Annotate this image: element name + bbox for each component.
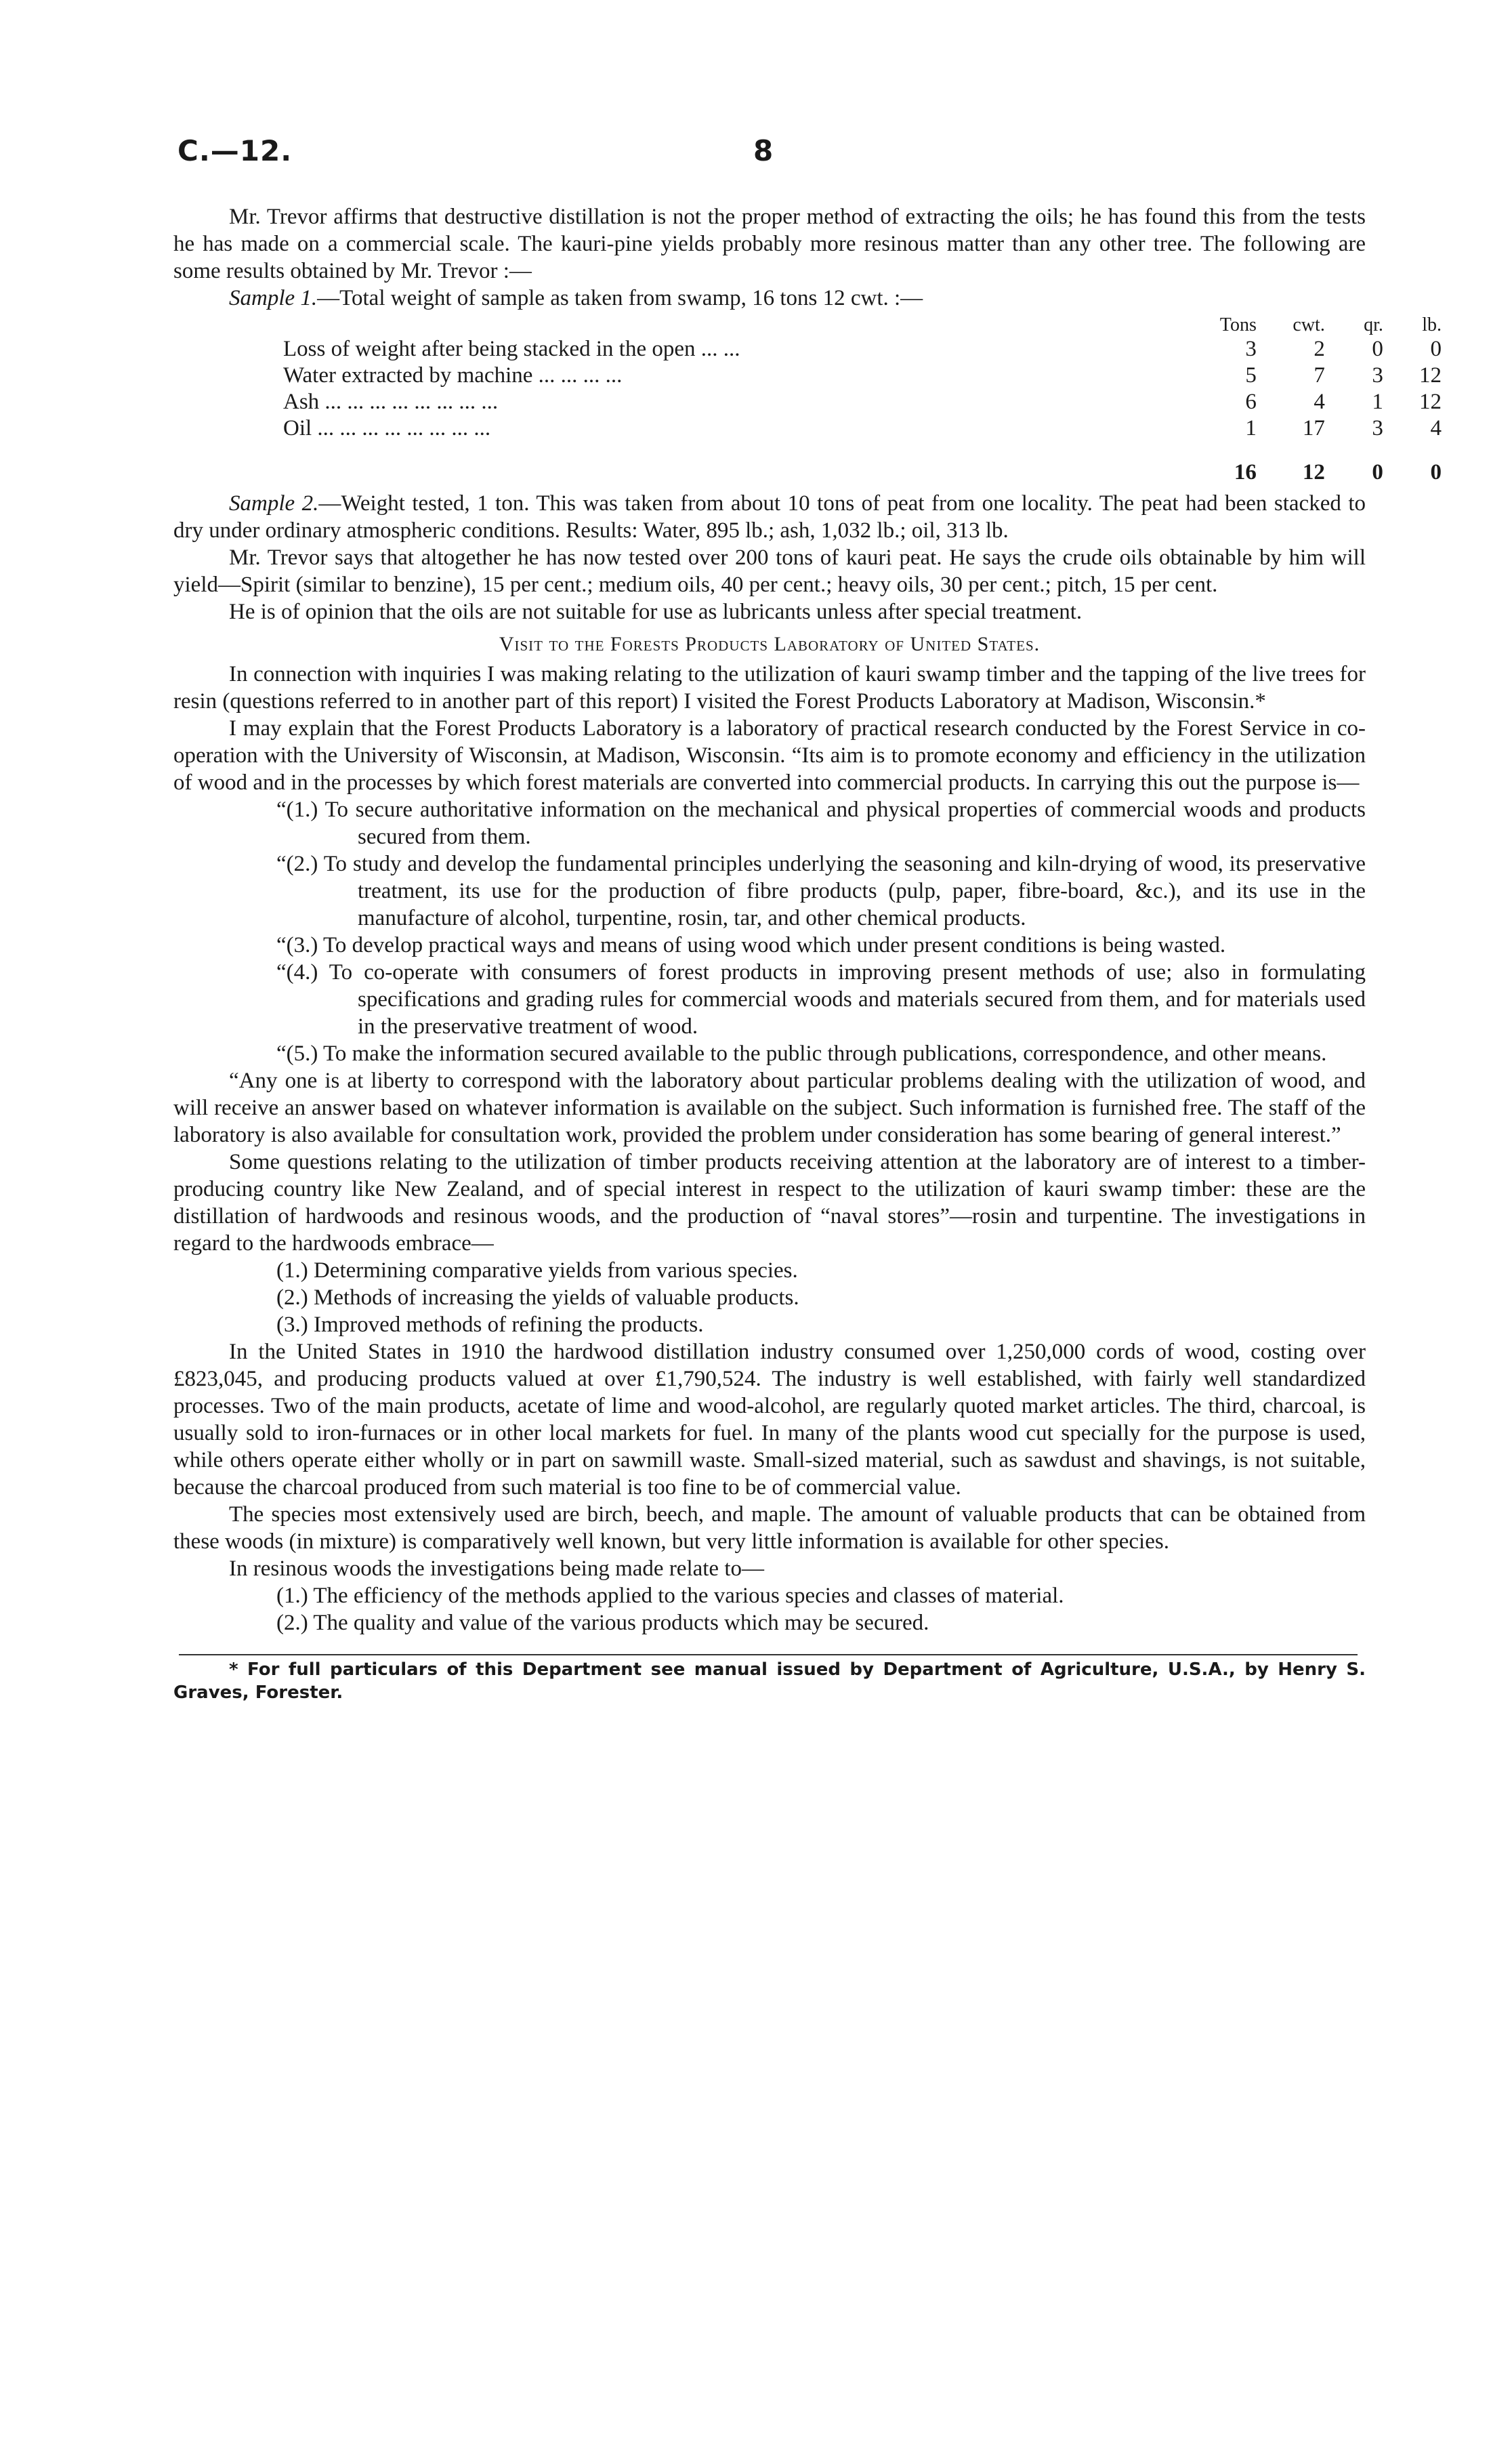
questions-paragraph: Some questions relating to the utilization of timber products receiving attention at the laboratory are of interest to a timber-producing country like New Zealand, and of special interest in respect to the utilization of kauri swamp timber: these are the distillation of hardwoods and resinous woods, and the production of “naval stores”—rosin and turpentine. The investigations in regard to the hardwoods embrace—: [173, 1150, 1366, 1256]
purpose-item: “(3.) To develop practical ways and means of using wood which under present conditions is being wasted.: [276, 933, 1226, 957]
purpose-item: “(4.) To co-operate with consumers of forest products in improving present methods of use; also in formulating specifications and grading rules for commercial woods and materials secured from them, and for materials used in the preservative treatment of wood.: [276, 960, 1366, 1039]
sample-1-label: Sample 1.: [229, 286, 318, 310]
table-row: [283, 363, 1442, 389]
liberty-paragraph: “Any one is at liberty to correspond with the laboratory about particular problems dealing with the utilization of wood, and will receive an answer based on whatever information is available on the subject. Such information is furnished free. The staff of the laboratory is also available for consultation work, provided the problem under consideration has some bearing of general interest.”: [173, 1069, 1366, 1147]
resinous-paragraph: In resinous woods the investigations being made relate to—: [229, 1556, 765, 1581]
total-cell: 0: [1430, 460, 1442, 484]
sample-2-text: —Weight tested, 1 ton. This was taken from about 10 tons of peat from one locality. The peat had been stacked to dry under ordinary atmospheric conditions. Results: Water, 895 lb.; ash, 1,032 lb.; oil, 313 lb.: [173, 491, 1366, 543]
page-number: 8: [753, 134, 774, 167]
section-heading: Visit to the Forests Products Laboratory of United States.: [499, 633, 1041, 655]
industry-1910-paragraph: In the United States in 1910 the hardwood distillation industry consumed over 1,250,000 cords of wood, costing over £823,045, and producing products valued at over £1,790,524. The industry is well established, with fairly well standardized processes. Two of the main products, acetate of lime and wood-alcohol, are regularly quoted market articles. The third, charcoal, is usually sold to iron-furnaces or in other local markets for fuel. In many of the plants wood cut specially for the purpose is used, while others operate either wholly or in part on sawmill waste. Small-sized material, such as sawdust and shavings, is not suitable, because the charcoal produced from such material is too fine to be of commercial value.: [173, 1340, 1366, 1500]
unit-qr: qr.: [1364, 314, 1383, 335]
sample-1-table: [283, 314, 1442, 486]
cell: 17: [1302, 416, 1325, 440]
resinous-item: (2.) The quality and value of the various products which may be secured.: [276, 1611, 929, 1635]
document-reference: C.—12.: [177, 134, 293, 167]
hardwood-item: (3.) Improved methods of refining the products.: [276, 1313, 704, 1337]
cell: 6: [1245, 390, 1257, 414]
cell: 4: [1430, 416, 1442, 440]
purpose-item: “(1.) To secure authoritative information on the mechanical and physical properties of commercial woods and products secured from them.: [276, 798, 1366, 849]
sample-1-line: [229, 285, 1366, 312]
table-row: [283, 336, 1442, 363]
row-label: Ash ... ... ... ... ... ... ... ...: [283, 390, 499, 414]
visit-paragraph: In connection with inquiries I was making relating to the utilization of kauri swamp timber and the tapping of the live trees for resin (questions referred to in another part of this report) I visited the Forest Products Laboratory at Madison, Wisconsin.*: [173, 662, 1366, 714]
resinous-item: (1.) The efficiency of the methods applied to the various species and classes of material.: [276, 1584, 1064, 1608]
cell: 3: [1245, 337, 1257, 361]
table-row: [283, 389, 1442, 415]
total-cell: 16: [1234, 460, 1257, 484]
row-label: Water extracted by machine ... ... ... ...: [283, 363, 623, 388]
sample-2-label: Sample 2.: [229, 491, 319, 516]
footnote-rule: [179, 1654, 1358, 1655]
unit-cwt: cwt.: [1293, 314, 1325, 335]
cell: 12: [1419, 363, 1442, 388]
total-cell: 0: [1372, 460, 1383, 484]
cell: 1: [1372, 390, 1383, 414]
row-label: Loss of weight after being stacked in the open ... ...: [283, 337, 740, 361]
total-cell: 12: [1302, 460, 1325, 484]
opinion-paragraph: He is of opinion that the oils are not suitable for use as lubricants unless after special treatment.: [229, 600, 1083, 624]
cell: 0: [1372, 337, 1383, 361]
cell: 3: [1372, 363, 1383, 388]
units-row: [283, 314, 1442, 336]
cell: 7: [1314, 363, 1325, 388]
cell: 0: [1430, 337, 1442, 361]
unit-tons: Tons: [1219, 314, 1257, 335]
purpose-item: “(2.) To study and develop the fundamental principles underlying the seasoning and kiln-drying of wood, its preservative treatment, its use for the production of fibre products (pulp, paper, fibre-board, &c.), and its use in the manufacture of alcohol, turpentine, rosin, tar, and other chemical products.: [276, 852, 1366, 930]
hardwood-item: (1.) Determining comparative yields from various species.: [276, 1258, 798, 1283]
explain-paragraph: I may explain that the Forest Products Laboratory is a laboratory of practical research conducted by the Forest Service in co-operation with the University of Wisconsin, at Madison, Wisconsin. “Its aim is to promote economy and efficiency in the utilization of wood and in the processes by which forest materials are converted into commercial products. In carrying this out the purpose is—: [173, 716, 1366, 795]
unit-lb: lb.: [1422, 314, 1442, 335]
cell: 12: [1419, 390, 1442, 414]
cell: 4: [1314, 390, 1325, 414]
sample-1-text: —Total weight of sample as taken from swamp, 16 tons 12 cwt. :—: [317, 286, 923, 310]
species-paragraph: The species most extensively used are birch, beech, and maple. The amount of valuable products that can be obtained from these woods (in mixture) is comparatively well known, but very little information is available for other species.: [173, 1502, 1366, 1554]
row-label: Oil ... ... ... ... ... ... ... ...: [283, 416, 491, 440]
cell: 2: [1314, 337, 1325, 361]
cell: 5: [1245, 363, 1257, 388]
cell: 3: [1372, 416, 1383, 440]
purpose-item: “(5.) To make the information secured available to the public through publications, correspondence, and other means.: [276, 1041, 1327, 1066]
intro-paragraph: Mr. Trevor affirms that destructive distillation is not the proper method of extracting the oils; he has found this from the tests he has made on a commercial scale. The kauri-pine yields probably more resinous matter than any other tree. The following are some results obtained by Mr. Trevor :—: [173, 205, 1366, 283]
page-body: [173, 203, 1442, 1704]
cell: 1: [1245, 416, 1257, 440]
sample-2-paragraph: [173, 490, 1366, 544]
footnote: * For full particulars of this Department see manual issued by Department of Agriculture, U.S.A., by Henry S. Graves, Forester.: [173, 1659, 1366, 1703]
table-row: [283, 415, 1442, 442]
total-row: [283, 442, 1442, 486]
hardwood-item: (2.) Methods of increasing the yields of valuable products.: [276, 1285, 799, 1310]
tested-paragraph: Mr. Trevor says that altogether he has now tested over 200 tons of kauri peat. He says the crude oils obtainable by him will yield—Spirit (similar to benzine), 15 per cent.; medium oils, 40 per cent.; heavy oils, 30 per cent.; pitch, 15 per cent.: [173, 545, 1366, 597]
